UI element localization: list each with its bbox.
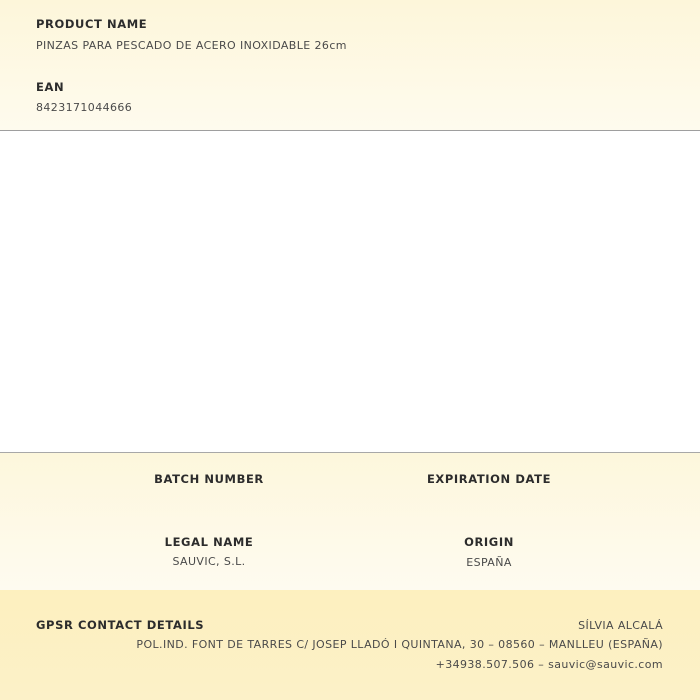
origin-label: ORIGIN bbox=[464, 535, 514, 549]
batch-number-label: BATCH NUMBER bbox=[154, 472, 264, 486]
ean-label: EAN bbox=[36, 80, 65, 94]
legal-name-label: LEGAL NAME bbox=[164, 535, 254, 549]
origin-value: ESPAÑA bbox=[466, 556, 512, 569]
gpsr-contact-label: GPSR CONTACT DETAILS bbox=[36, 618, 205, 632]
product-info-section bbox=[0, 0, 700, 131]
product-name-label: PRODUCT NAME bbox=[36, 17, 148, 31]
expiration-date-label: EXPIRATION DATE bbox=[426, 472, 552, 486]
gpsr-contact-name: SÍLVIA ALCALÁ bbox=[578, 619, 663, 632]
ean-value: 8423171044666 bbox=[36, 101, 133, 114]
product-name-value: PINZAS PARA PESCADO DE ACERO INOXIDABLE 26cm bbox=[36, 39, 347, 52]
product-details-section bbox=[0, 452, 700, 591]
blank-content-area bbox=[0, 131, 700, 452]
gpsr-separator: – bbox=[538, 658, 545, 671]
gpsr-contact-section bbox=[0, 590, 700, 700]
gpsr-email[interactable]: sauvic@sauvic.com bbox=[548, 658, 663, 671]
legal-name-value: SAUVIC, S.L. bbox=[172, 555, 246, 568]
gpsr-address: POL.IND. FONT DE TARRES C/ JOSEP LLADÓ I QUINTANA, 30 – 08560 – MANLLEU (ESPAÑA) bbox=[136, 638, 663, 651]
gpsr-phone-email bbox=[436, 658, 663, 671]
gpsr-phone: +34938.507.506 bbox=[435, 658, 535, 671]
